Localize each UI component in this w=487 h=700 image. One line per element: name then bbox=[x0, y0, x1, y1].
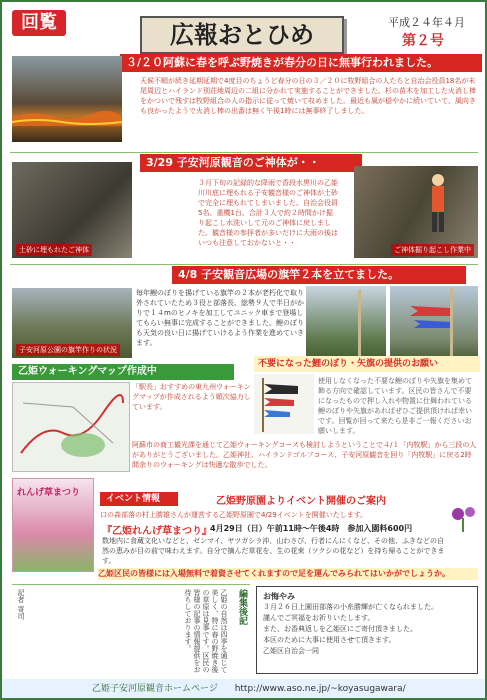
editor-heading: 編集後記 bbox=[237, 589, 247, 625]
koinobori-headline: 不要になった鯉のぼり・矢旗の提供のお願い bbox=[254, 356, 480, 372]
flagpole-photo-2 bbox=[390, 286, 478, 362]
renge-poster bbox=[12, 478, 94, 572]
article3-body: 毎年鯉のぼりを揚げている旗竿の２本が老朽化で取り外されていたため３役と部落長、総勢９人で半日がかりで１４mのヒノキを加工してユニック車まで登場してもらい無事に完成することができました。鯉のぼりも天気の良い日に揚げていけるよう作業を進めていきます。 bbox=[136, 289, 304, 347]
koinobori-body: 使用しなくなった不要な鯉のぼりや矢旗を集めて飾る方向で確認しています。区民の皆さんで不要になったもので押し入れや物置に仕舞われている鯉のぼりや矢旗があればぜひご提供頂ければ幸いです。回覧が回って来たら是非ご一報くださいお願いします。 bbox=[318, 377, 472, 435]
renge-title-text: 乙姫れんげ草まつり bbox=[112, 526, 202, 537]
renge-festival-title: 『乙姫れんげ草まつり』 bbox=[102, 526, 212, 537]
flagpole-photo-1 bbox=[306, 286, 386, 362]
flower-icon bbox=[448, 502, 480, 532]
article1-body: 天候不順が続き延期延期で4度目のちょうど春分の日の３／２０に牧野組合の人たちと自治会役員18名が未尾周辺とハイランド別荘地周辺の二組に分かれて実施することができました。杉の苗木を加工した火消し棒をかついで残すは牧野組合の人の指示に従って焼いて収めました。最近も風が穏やかに続いていて、風向きも良かったようで火消し棒の出番は無く午後1時には無事終了しました。 bbox=[140, 77, 476, 115]
photo-caption: 土砂に埋もれたご神体 bbox=[16, 244, 92, 256]
divider bbox=[10, 264, 478, 265]
carp-streamer-icon bbox=[254, 374, 314, 434]
notice-line: ３月２６日上園田部落の小糸勝輝が亡くなられました。 bbox=[263, 603, 438, 611]
editor-section bbox=[12, 584, 250, 677]
divider bbox=[10, 152, 478, 153]
carp-streamer-graphic bbox=[390, 286, 478, 362]
photo-caption: ご神体掘り起こし作業中 bbox=[391, 244, 474, 256]
flower-illustration bbox=[448, 502, 480, 532]
event-schedule: 4月29日（日）午前11時～午後4時 参加入園料600円 bbox=[210, 524, 413, 533]
article2-body: ３月下旬の記録的な降雨で香段水黒川の乙姫川川底に埋もれる子安観音様のご神体が土砂で完全に埋もれてしまいました。自治会役員5名、重機1台、合計３人で約２時間かけ掘り起こし水洗いして元のご神体に戻しました。観音様の参拝者が多いだけに大雨の後はいつも注意しておかないと・・ bbox=[198, 179, 338, 247]
event-sub: 口の森部落の村上勝雄さんが運営する乙姫野原園で4/29イベントを開催いたします。 bbox=[100, 511, 368, 519]
walking-map-text: 「駅長」おすすめの東九州ウォーキングマップが作成されるよう順次協力しています。 bbox=[132, 383, 251, 411]
editor-text: 乙姫の自然は四季を通じて美しく、特に春の野焼き後の草原は見事です。区民の皆様の記事の情報提供をお待ちしております。 bbox=[184, 589, 228, 673]
buried-statue-photo bbox=[12, 162, 132, 258]
notice-heading: お悔やみ bbox=[263, 592, 295, 601]
notice-line: また、お香典返しを乙姫区にご寄付頂きました。 bbox=[263, 625, 417, 633]
article2-headline: 3/29 子安河原観音のご神体が・・ bbox=[140, 154, 362, 172]
newsletter-title: 広報おとひめ bbox=[140, 16, 344, 54]
free-admission-note: 乙姫区民の皆様には入場無料で着資させてくれますので足を運んでみられてはいかがでしょうか。 bbox=[98, 568, 478, 580]
footer-url-link[interactable]: http://www.aso.ne.jp/~koyasugawara/ bbox=[234, 684, 406, 694]
walking-map-headline: 乙姫ウォーキングマップ作成中 bbox=[12, 364, 234, 380]
event-headline: 乙姫野原園よりイベント開催のご案内 bbox=[216, 496, 386, 507]
photo-caption: 子安河原公園の旗竿作りの状況 bbox=[16, 344, 120, 356]
condolence-notice bbox=[256, 586, 478, 674]
notice-line: 謹んでご冥福をお祈りいたします。 bbox=[263, 614, 375, 622]
walking-map-image bbox=[12, 382, 130, 472]
article1-headline: ３/２０阿蘇に春を呼ぶ野焼きが春分の日に無事行われました。 bbox=[120, 54, 482, 72]
flagpole-work-photo bbox=[12, 288, 132, 358]
issue-date: 平成２４年４月 bbox=[388, 16, 465, 29]
editor-reporter: 記者 寄司 bbox=[17, 589, 25, 620]
kairan-badge: 回覧 bbox=[12, 10, 66, 36]
event-label: イベント情報 bbox=[100, 492, 178, 506]
field-burning-photo bbox=[12, 56, 122, 142]
notice-sign: 乙姫区自治会一同 bbox=[263, 647, 319, 655]
event-details: 数地内に食蔵文化いなどと、ゼンマイ、ヤツガシラ沖、山わさび、行者にんにくなど、その他、ふきなどの自然の恵みが目の前で味わえます。自分で摘んだ草花を、生の花束（ツクシの花など）を持ち帰ることができます。 bbox=[102, 537, 445, 565]
article3-headline: 4/8 子安観音広場の旗竿２本を立てました。 bbox=[172, 266, 466, 284]
walking-map-text-2: 阿蘇市の商工観光課を通じて乙姫ウォーキングコースも検討しようということで４/１「内牧駅」から三段の人がありがとうございました。乙姫神社、ハイランドゴルフコース、子安河原観音を回り「内牧駅」に戻る2時間余りのウォーキングは快適な散歩でした。 bbox=[132, 441, 477, 469]
notice-line: 本区のために大事に使用させて頂きます。 bbox=[263, 636, 396, 644]
flagpole-graphic bbox=[306, 286, 386, 362]
koinobori-illustration bbox=[254, 374, 314, 434]
route-map-graphic bbox=[13, 383, 129, 471]
excavation-photo bbox=[354, 166, 478, 258]
poster-title: れんげ草まつり bbox=[17, 488, 81, 498]
footer-site-name: 乙姫子安河原観音ホームページ bbox=[92, 684, 218, 694]
footer bbox=[2, 679, 485, 699]
fire-line-graphic bbox=[12, 56, 122, 142]
issue-number: 第２号 bbox=[402, 33, 444, 49]
